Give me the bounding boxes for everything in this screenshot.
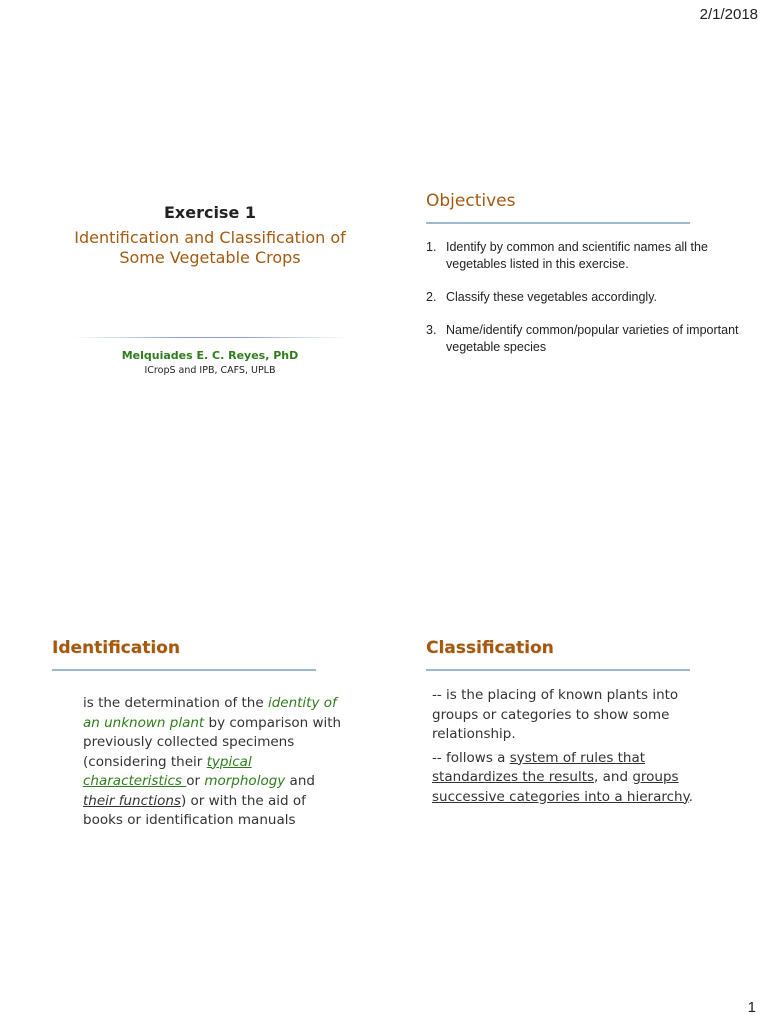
objectives-heading: Objectives	[426, 191, 516, 211]
classification-divider	[426, 669, 690, 671]
title-divider	[72, 337, 348, 338]
item-text: Classify these vegetables accordingly.	[446, 290, 657, 304]
item-number: 2.	[426, 290, 437, 304]
def-text: is the determination of the	[83, 695, 268, 711]
para-underlined-rules: system of rules that standardizes the results	[432, 749, 646, 785]
def-text: by comparison with previously collected specimens (considering their	[83, 714, 342, 770]
exercise-subtitle	[40, 228, 380, 268]
list-item	[426, 289, 746, 306]
subtitle-line-2: Some Vegetable Crops	[119, 248, 301, 267]
def-text: or	[186, 773, 205, 789]
slide-objectives	[414, 165, 754, 420]
exercise-title: Exercise 1	[163, 203, 257, 222]
classification-para-2	[432, 749, 722, 808]
author-name: Melquiades E. C. Reyes, PhD	[121, 349, 299, 362]
def-text: and	[285, 773, 315, 789]
para-text: , and	[594, 769, 633, 785]
item-number: 1.	[426, 240, 437, 254]
classification-definition	[432, 686, 722, 811]
classification-para-1: -- is the placing of known plants into groups or categories to show some relationship.	[432, 687, 679, 742]
def-emphasis-characteristics: typical characteristics	[83, 753, 252, 789]
slide-identification	[40, 612, 380, 867]
para-text: -- follows a	[432, 749, 510, 766]
identification-heading: Identification	[52, 638, 180, 658]
para-text: .	[688, 788, 693, 805]
list-item	[426, 239, 746, 273]
item-number: 3.	[426, 323, 437, 337]
objectives-list	[426, 239, 746, 372]
subtitle-line-1: Identification and Classification of	[74, 228, 346, 247]
def-emphasis-identity: identity of an unknown plant	[83, 695, 337, 731]
page-number: 1	[747, 999, 756, 1016]
item-text: Name/identify common/popular varieties of important vegetable species	[446, 323, 739, 354]
document-date: 2/1/2018	[699, 6, 758, 23]
def-emphasis-morphology: morphology	[204, 773, 286, 789]
slide-classification	[414, 612, 754, 867]
author-affiliation: ICropS and IPB, CAFS, UPLB	[144, 365, 276, 376]
slide-title	[40, 165, 380, 420]
objectives-divider	[426, 222, 690, 224]
identification-definition	[83, 694, 343, 831]
def-text: ) or with the aid of books or identification manuals	[83, 792, 306, 828]
list-item	[426, 322, 746, 356]
para-underlined-hierarchy: groups successive categories into a hierarchy	[432, 769, 689, 805]
classification-heading: Classification	[426, 638, 554, 658]
identification-divider	[52, 669, 316, 671]
def-emphasis-functions: their functions	[83, 792, 181, 809]
item-text: Identify by common and scientific names all the vegetables listed in this exercise.	[446, 240, 708, 271]
